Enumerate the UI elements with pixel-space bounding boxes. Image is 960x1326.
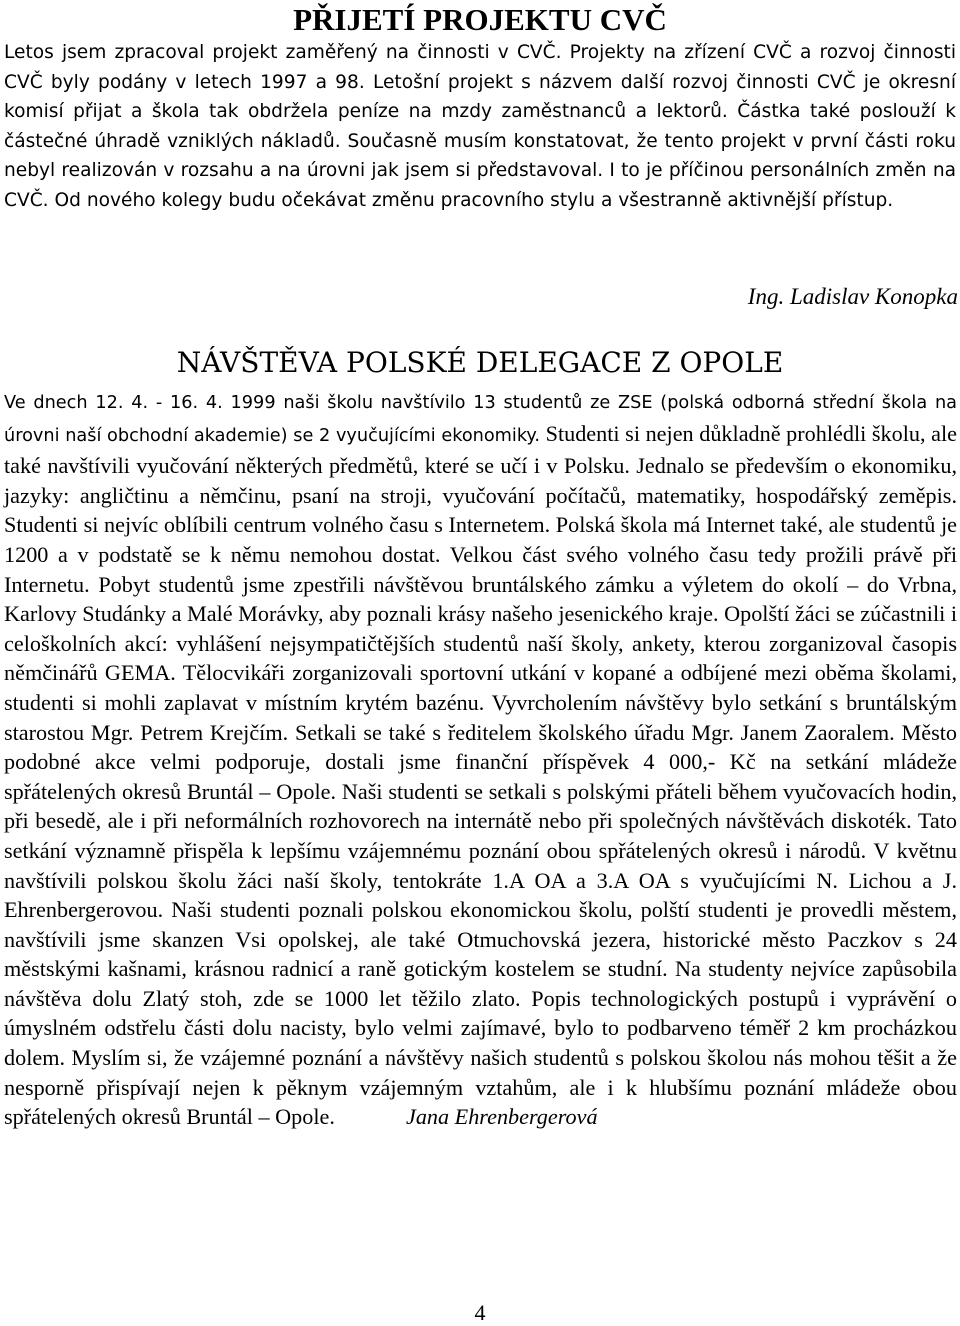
signature: Ing. Ladislav Konopka xyxy=(747,284,958,309)
section-title: PŘIJETÍ PROJEKTU CVČ xyxy=(293,2,667,37)
body-paragraph: Letos jsem zpracoval projekt zaměřený na činnosti v CVČ. Projekty na zřízení CVČ a rozvoj činnosti CVČ byly podány v letech 1997 a 98. Letošní projekt s názvem další rozvoj činnosti CVČ je okresní komisí přijat a škola tak obdržela peníze na mzdy zaměstnanců a lektorů. Částka také poslouží k částečné úhradě vzniklých nákladů. Současně musím konstatovat, že tento projekt v první části roku nebyl realizován v rozsahu a na úrovni jak jsem si představoval. I to je příčinou personálních změn na CVČ. Od nového kolegy budu očekávat změnu pracovního stylu a všestranně aktivnější přístup. xyxy=(4,42,956,211)
section-title: NÁVŠTĚVA POLSKÉ DELEGACE Z OPOLE xyxy=(176,346,784,379)
body-intro: Ve dnech 12. 4. - 16. 4. 1999 naši školu navštívilo 13 studentů ze ZSE (polská odborná střední škola na úrovni naší obchodní akademie) se 2 vyučujícími ekonomiky. xyxy=(4,393,957,446)
body-paragraph xyxy=(4,386,957,1132)
body-text: Studenti si nejen důkladně prohlédli školu, ale také navštívili vyučování některých předmětů, které se učí i v Polsku. Jednalo se především o ekonomiku, jazyky: angličtinu a němčinu, psaní na stroji, vyučování počítačů, matematiky, hospodářský zeměpis. Studenti si nejvíc oblíbili centrum volného času s Internetem. Polská škola má Internet také, ale studentů je 1200 a v podstatě se k němu nemohou dostat. Velkou část svého volného času tedy prožili právě při Internetu. Pobyt studentů jsme zpestřili návštěvou bruntálského zámku a výletem do okolí – do Vrbna, Karlovy Studánky a Malé Morávky, aby poznali krásy našeho jesenického kraje. Opolští žáci se zúčastnili i celoškolních akcí: vyhlášení nejsympatičtějších studentů naší školy, ankety, kterou zorganizoval časopis němčinářů GEMA. Tělocvikáři zorganizovali sportovní utkání v kopané a odbíjené mezi oběma školami, studenti si mohli zaplavat v místním krytém bazénu. Vyvrcholením návštěvy bylo setkání s bruntálským starostou Mgr. Petrem Krejčím. Setkali se také s ředitelem školského úřadu Mgr. Janem Zaoralem. Město podobné akce velmi podporuje, dostali jsme finanční příspěvek 4 000,- Kč na setkání mládeže spřátelených okresů Bruntál – Opole. Naši studenti se setkali s polskými přáteli během vyučovacích hodin, při besedě, ale i při neformálních rozhovorech na internátě nebo při společných návštěvách diskoték. Tato setkání významně přispěla k lepšímu vzájemnému poznání obou spřátelených okresů i národů. V květnu navštívili polskou školu žáci naší školy, tentokráte 1.A OA a 3.A OA s vyučujícími N. Lichou a J. Ehrenbergerovou. Naši studenti poznali polskou ekonomickou školu, polští studenti je provedli městem, navštívili jsme skanzen Vsi opolskej, ale také Otmuchovská jezera, historické město Paczkov s 24 městskými kašnami, krásnou radnicí a raně gotickým kostelem se studní. Na studenty nejvíce zapůsobila návštěva dolu Zlatý stoh, zde se 1000 let těžilo zlato. Popis technologických postupů i vyprávění o úmyslném odstřelu části dolu nacisty, bylo velmi zajímavé, bylo to podbarveno téměř 2 km procházkou dolem. Myslím si, že vzájemné poznání a návštěvy našich studentů s polskou školou nás mohou těšit a že nesporně přispívají nejen k pěknym vzájemným vztahům, ale i k hlubšímu poznání mládeže obou spřátelených okresů Bruntál – Opole. xyxy=(4,420,957,1130)
signature: Jana Ehrenbergerová xyxy=(405,1104,598,1130)
page-number: 4 xyxy=(474,1300,486,1325)
